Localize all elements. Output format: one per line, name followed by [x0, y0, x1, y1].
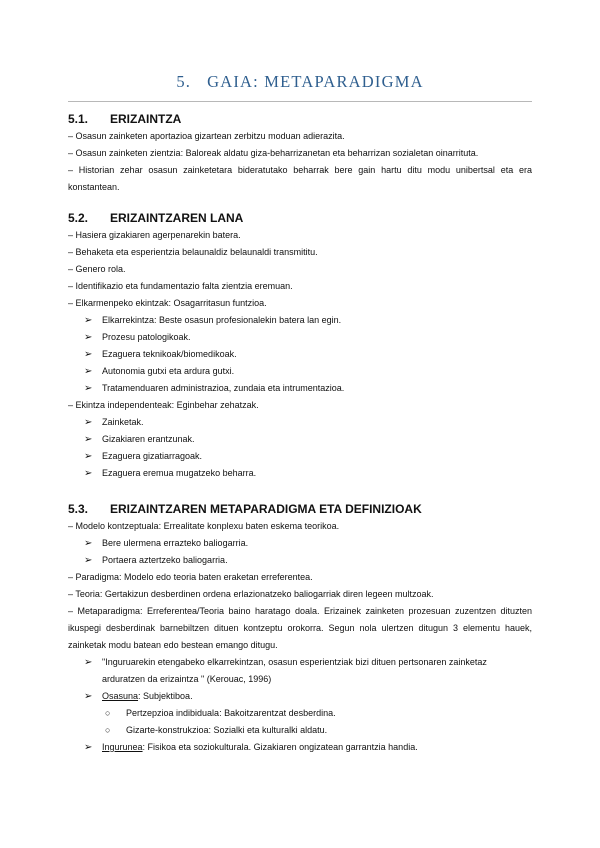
section-heading-5-3: 5.3. ERIZAINTZAREN METAPARADIGMA ETA DEFINIZIOAK [68, 502, 422, 516]
title-divider [68, 101, 532, 102]
list-item: – Genero rola. [68, 264, 126, 274]
list-item: – Osasun zainketen aportazioa gizartean zerbitzu moduan adierazita. [68, 131, 345, 141]
arrow-bullet-icon: ➢ [84, 383, 93, 394]
arrow-bullet-icon: ➢ [84, 691, 93, 702]
document-body [68, 110, 532, 756]
arrow-bullet-icon: ➢ [84, 657, 93, 668]
list-item: – Elkarmenpeko ekintzak: Osagarritasun funtzioa. [68, 298, 267, 308]
quote-item: ➢ "Inguruarekin etengabeko elkarrekintzan, osasun esperientziak bizi dituen pertsonaren zainketaz arduratzen da erizaintza " (Kerouac, 1996) [68, 654, 532, 688]
arrow-bullet-icon: ➢ [84, 742, 93, 753]
sub-sub-list-item: ○ Pertzepzioa indibiduala: Bakoitzarentzat desberdina. [68, 705, 532, 722]
arrow-bullet-icon: ➢ [84, 468, 93, 479]
list-item: – Modelo kontzeptuala: Errealitate konplexu baten eskema teorikoa. [68, 521, 340, 531]
sub-list-item: ➢ Bere ulermena errazteko baliogarria. [68, 535, 532, 552]
chapter-title: GAIA: METAPARADIGMA [207, 72, 424, 91]
sub-list-item: ➢ Ezaguera teknikoak/biomedikoak. [68, 346, 532, 363]
sub-list-item: ➢ Ezaguera gizatiarragoak. [68, 448, 532, 465]
arrow-bullet-icon: ➢ [84, 349, 93, 360]
list-item: – Metaparadigma: Erreferentea/Teoria baino haratago doala. Erizainek zainketen prozesuan zuzentzen dituzten ikuspegi desberdinak barnebiltzen dituen kontzeptu orokorra. Segun nola ulertzen ditugun 3 elementu hauek, zainketak modu batean edo bestean emango ditugu. [68, 606, 532, 650]
arrow-bullet-icon: ➢ [84, 332, 93, 343]
sub-list-item: ➢ Prozesu patologikoak. [68, 329, 532, 346]
section-heading-5-2: 5.2. ERIZAINTZAREN LANA [68, 211, 244, 225]
circle-bullet-icon: ○ [105, 725, 111, 735]
section-heading-5-1: 5.1. ERIZAINTZA [68, 112, 182, 126]
sub-list-item: ➢ Tratamenduaren administrazioa, zundaia eta intrumentazioa. [68, 380, 532, 397]
sub-list-item: ➢ Autonomia gutxi eta ardura gutxi. [68, 363, 532, 380]
sub-list-item-osasuna: ➢ Osasuna: Subjektiboa. [68, 688, 532, 705]
arrow-bullet-icon: ➢ [84, 366, 93, 377]
page-title [0, 72, 600, 92]
list-item: – Paradigma: Modelo edo teoria baten eraketan erreferentea. [68, 572, 313, 582]
sub-list-item: ➢ Elkarrekintza: Beste osasun profesionalekin batera lan egin. [68, 312, 532, 329]
sub-list-item: ➢ Portaera aztertzeko baliogarria. [68, 552, 532, 569]
sub-list-item-ingurunea: ➢ Ingurunea: Fisikoa eta soziokulturala. Gizakiaren ongizatean garrantzia handia. [68, 739, 532, 756]
list-item: – Hasiera gizakiaren agerpenarekin batera. [68, 230, 241, 240]
sub-list-item: ➢ Ezaguera eremua mugatzeko beharra. [68, 465, 532, 482]
arrow-bullet-icon: ➢ [84, 451, 93, 462]
sub-sub-list-item: ○ Gizarte-konstrukzioa: Sozialki eta kulturalki aldatu. [68, 722, 532, 739]
sub-list-item: ➢ Gizakiaren erantzunak. [68, 431, 532, 448]
arrow-bullet-icon: ➢ [84, 315, 93, 326]
list-item: – Identifikazio eta fundamentazio falta zientzia eremuan. [68, 281, 293, 291]
sub-list-item: ➢ Zainketak. [68, 414, 532, 431]
arrow-bullet-icon: ➢ [84, 555, 93, 566]
chapter-number: 5. [176, 72, 192, 91]
list-item: – Behaketa eta esperientzia belaunaldiz belaunaldi transmititu. [68, 247, 318, 257]
arrow-bullet-icon: ➢ [84, 417, 93, 428]
arrow-bullet-icon: ➢ [84, 538, 93, 549]
list-item: – Historian zehar osasun zainketetara bideratutako beharrak bere gain hartu ditu modu unibertsal eta era konstantean. [68, 165, 532, 192]
arrow-bullet-icon: ➢ [84, 434, 93, 445]
list-item: – Osasun zainketen zientzia: Baloreak aldatu giza-beharrizanetan eta beharrizan sozialetan oinarrituta. [68, 148, 479, 158]
list-item: – Teoria: Gertakizun desberdinen ordena erlazionatzeko baliogarriak diren legeen multzoak. [68, 589, 434, 599]
circle-bullet-icon: ○ [105, 708, 111, 718]
list-item: – Ekintza independenteak: Eginbehar zehatzak. [68, 400, 259, 410]
